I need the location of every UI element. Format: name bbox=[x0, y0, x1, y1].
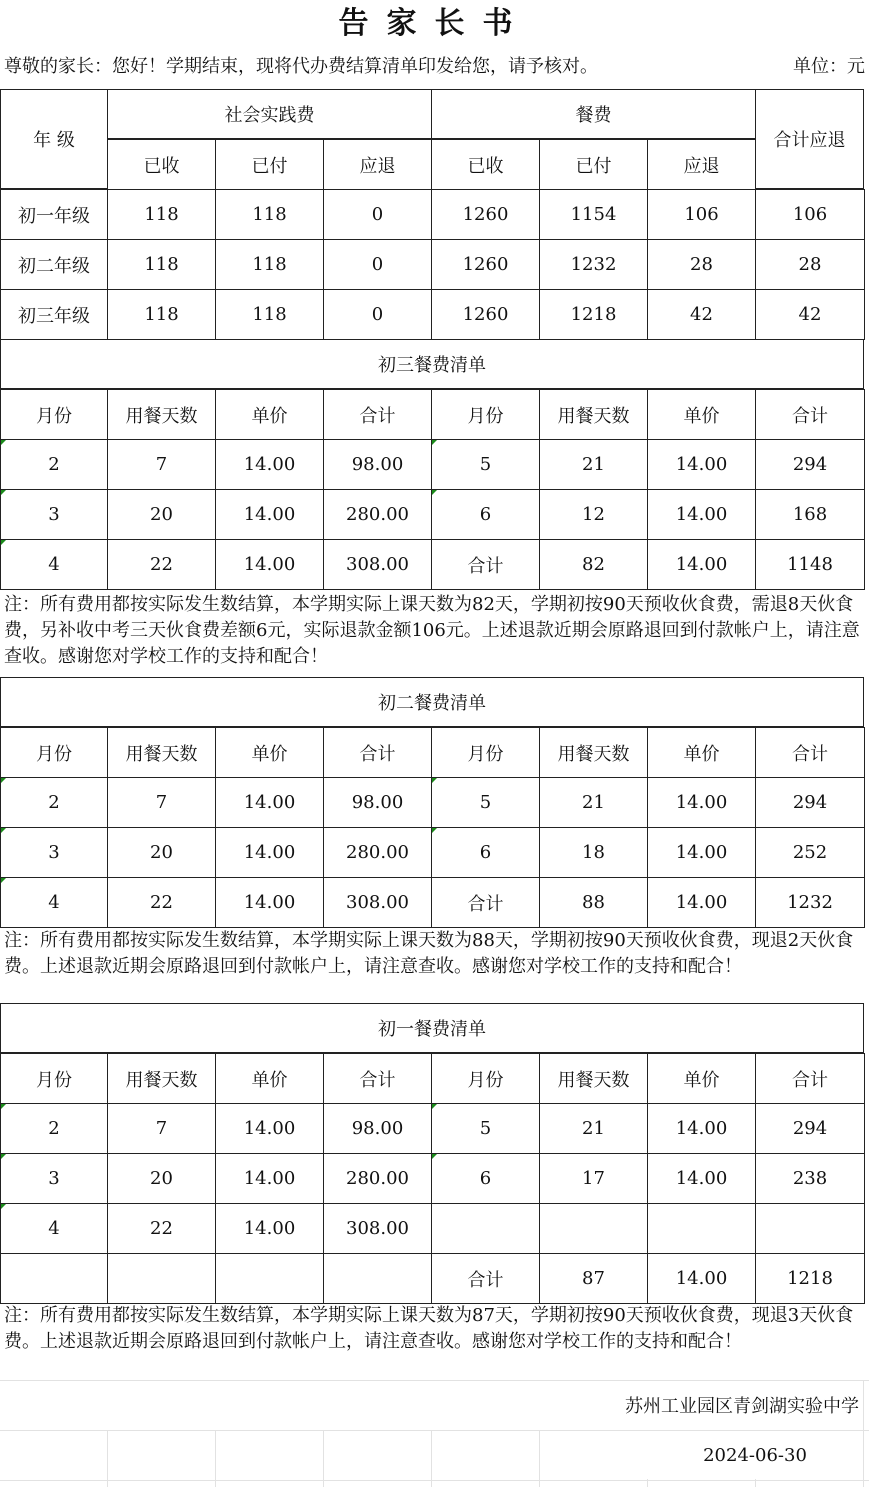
meal-table-cell: 294 bbox=[755, 439, 865, 490]
summary-value-cell: 1260 bbox=[431, 289, 540, 340]
cell-marker bbox=[1, 1104, 6, 1109]
meal-table-cell: 5 bbox=[431, 439, 540, 490]
meal-column-header: 单价 bbox=[647, 1053, 756, 1104]
summary-value-cell: 118 bbox=[215, 189, 324, 240]
notice-date: 2024-06-30 bbox=[647, 1431, 863, 1479]
meal-table-cell: 4 bbox=[0, 1203, 108, 1254]
summary-subheader: 已付 bbox=[539, 139, 648, 190]
grid-line bbox=[539, 1430, 540, 1487]
meal-column-header: 月份 bbox=[431, 727, 540, 778]
grade3-table-title: 初三餐费清单 bbox=[0, 339, 864, 389]
meal-table-cell: 合计 bbox=[431, 1253, 540, 1304]
grid-line bbox=[107, 1430, 108, 1487]
cell-marker bbox=[1, 540, 6, 545]
meal-table-cell: 22 bbox=[107, 877, 216, 928]
summary-value-cell: 1232 bbox=[539, 239, 648, 290]
meal-table-cell bbox=[647, 1203, 756, 1254]
meal-table-cell: 22 bbox=[107, 1203, 216, 1254]
cell-marker bbox=[1, 828, 6, 833]
meal-table-cell bbox=[107, 1253, 216, 1304]
summary-subheader: 应退 bbox=[647, 139, 756, 190]
summary-value-cell: 118 bbox=[107, 289, 216, 340]
meal-table-cell: 3 bbox=[0, 489, 108, 540]
summary-value-cell: 0 bbox=[323, 189, 432, 240]
meal-column-header: 月份 bbox=[0, 389, 108, 440]
cell-marker bbox=[432, 778, 437, 783]
meal-table-cell: 14.00 bbox=[215, 1103, 324, 1154]
meal-table-cell: 14.00 bbox=[647, 489, 756, 540]
meal-table-cell: 308.00 bbox=[323, 877, 432, 928]
meal-column-header: 月份 bbox=[431, 389, 540, 440]
cell-marker bbox=[1, 1204, 6, 1209]
grid-line bbox=[323, 1430, 324, 1487]
cell-marker bbox=[1, 778, 6, 783]
meal-table-cell: 1232 bbox=[755, 877, 865, 928]
meal-table-cell: 14.00 bbox=[215, 439, 324, 490]
meal-column-header: 用餐天数 bbox=[107, 727, 216, 778]
meal-table-cell: 1218 bbox=[755, 1253, 865, 1304]
grade1-note: 注：所有费用都按实际发生数结算，本学期实际上课天数为87天，学期初按90天预收伙食费，现退3天伙食费。上述退款近期会原路退回到付款帐户上，请注意查收。感谢您对学校工作的支持和配合！ bbox=[4, 1305, 854, 1352]
meal-column-header: 用餐天数 bbox=[107, 1053, 216, 1104]
meal-column-header: 单价 bbox=[215, 1053, 324, 1104]
meal-table-cell: 4 bbox=[0, 877, 108, 928]
school-name: 苏州工业园区青剑湖实验中学 bbox=[431, 1381, 863, 1429]
meal-table-cell: 14.00 bbox=[215, 777, 324, 828]
meal-table-cell: 82 bbox=[539, 539, 648, 590]
meal-table-cell: 20 bbox=[107, 489, 216, 540]
meal-table-cell bbox=[755, 1203, 865, 1254]
meal-column-header: 月份 bbox=[0, 727, 108, 778]
summary-value-cell: 106 bbox=[647, 189, 756, 240]
summary-value-cell: 28 bbox=[755, 239, 865, 290]
meal-table-cell: 7 bbox=[107, 439, 216, 490]
cell-marker bbox=[1, 878, 6, 883]
meal-table-cell: 168 bbox=[755, 489, 865, 540]
meal-table-cell: 294 bbox=[755, 1103, 865, 1154]
meal-table-cell: 22 bbox=[107, 539, 216, 590]
meal-table-cell: 14.00 bbox=[647, 1153, 756, 1204]
meal-table-cell: 14.00 bbox=[215, 489, 324, 540]
meal-column-header: 合计 bbox=[755, 727, 865, 778]
meal-table-cell: 合计 bbox=[431, 539, 540, 590]
unit-label: 单位：元 bbox=[793, 56, 865, 77]
meal-table-cell: 6 bbox=[431, 1153, 540, 1204]
meal-table-cell: 2 bbox=[0, 439, 108, 490]
meal-table-cell bbox=[323, 1253, 432, 1304]
meal-table-cell: 17 bbox=[539, 1153, 648, 1204]
meal-table-cell: 294 bbox=[755, 777, 865, 828]
cell-marker bbox=[432, 1154, 437, 1159]
practice-fee-header: 社会实践费 bbox=[107, 89, 432, 139]
meal-table-cell: 21 bbox=[539, 439, 648, 490]
meal-table-cell: 14.00 bbox=[647, 539, 756, 590]
summary-value-cell: 28 bbox=[647, 239, 756, 290]
summary-value-cell: 42 bbox=[755, 289, 865, 340]
cell-marker bbox=[432, 490, 437, 495]
grade2-note: 注：所有费用都按实际发生数结算，本学期实际上课天数为88天，学期初按90天预收伙食费，现退2天伙食费。上述退款近期会原路退回到付款帐户上，请注意查收。感谢您对学校工作的支持和配合！ bbox=[4, 930, 854, 977]
meal-column-header: 月份 bbox=[0, 1053, 108, 1104]
meal-column-header: 用餐天数 bbox=[539, 727, 648, 778]
meal-table-cell: 2 bbox=[0, 1103, 108, 1154]
meal-table-cell: 5 bbox=[431, 1103, 540, 1154]
meal-table-cell bbox=[431, 1203, 540, 1254]
grade3-note: 注：所有费用都按实际发生数结算，本学期实际上课天数为82天，学期初按90天预收伙食费，需退8天伙食费，另补收中考三天伙食费差额6元，实际退款金额106元。上述退款近期会原路退回到付款帐户上，请注意查收。感谢您对学校工作的支持和配合！ bbox=[4, 594, 860, 667]
cell-marker bbox=[1, 1154, 6, 1159]
meal-column-header: 用餐天数 bbox=[539, 389, 648, 440]
meal-column-header: 合计 bbox=[755, 1053, 865, 1104]
meal-table-cell: 14.00 bbox=[215, 827, 324, 878]
meal-table-cell: 252 bbox=[755, 827, 865, 878]
meal-table-cell: 14.00 bbox=[215, 877, 324, 928]
meal-column-header: 单价 bbox=[215, 389, 324, 440]
meal-table-cell: 14.00 bbox=[647, 777, 756, 828]
cell-marker bbox=[1, 440, 6, 445]
meal-table-cell: 14.00 bbox=[215, 1203, 324, 1254]
grid-line bbox=[215, 1430, 216, 1487]
grid-line bbox=[863, 1380, 864, 1487]
meal-column-header: 合计 bbox=[323, 727, 432, 778]
meal-table-cell: 6 bbox=[431, 827, 540, 878]
meal-table-cell: 21 bbox=[539, 1103, 648, 1154]
meal-table-cell: 2 bbox=[0, 777, 108, 828]
meal-table-cell: 12 bbox=[539, 489, 648, 540]
summary-value-cell: 1260 bbox=[431, 189, 540, 240]
meal-table-cell: 308.00 bbox=[323, 1203, 432, 1254]
meal-table-cell: 14.00 bbox=[647, 439, 756, 490]
summary-grade-cell: 初一年级 bbox=[0, 189, 108, 240]
summary-value-cell: 0 bbox=[323, 239, 432, 290]
meal-table-cell: 20 bbox=[107, 827, 216, 878]
cell-marker bbox=[1, 490, 6, 495]
meal-table-cell: 18 bbox=[539, 827, 648, 878]
summary-grade-cell: 初三年级 bbox=[0, 289, 108, 340]
cell-marker bbox=[432, 440, 437, 445]
meal-table-cell: 4 bbox=[0, 539, 108, 590]
summary-subheader: 已付 bbox=[215, 139, 324, 190]
summary-value-cell: 118 bbox=[215, 289, 324, 340]
summary-grade-cell: 初二年级 bbox=[0, 239, 108, 290]
summary-value-cell: 1260 bbox=[431, 239, 540, 290]
meal-table-cell: 3 bbox=[0, 827, 108, 878]
summary-value-cell: 1218 bbox=[539, 289, 648, 340]
meal-table-cell: 280.00 bbox=[323, 1153, 432, 1204]
meal-table-cell: 14.00 bbox=[647, 1103, 756, 1154]
meal-table-cell: 1148 bbox=[755, 539, 865, 590]
meal-table-cell: 7 bbox=[107, 777, 216, 828]
summary-subheader: 已收 bbox=[107, 139, 216, 190]
meal-table-cell: 98.00 bbox=[323, 777, 432, 828]
meal-table-cell: 14.00 bbox=[215, 539, 324, 590]
summary-subheader: 已收 bbox=[431, 139, 540, 190]
grid-line bbox=[0, 1480, 869, 1481]
summary-value-cell: 118 bbox=[107, 189, 216, 240]
meal-table-cell: 合计 bbox=[431, 877, 540, 928]
meal-table-cell: 280.00 bbox=[323, 489, 432, 540]
meal-fee-header: 餐费 bbox=[431, 89, 756, 139]
meal-table-cell: 14.00 bbox=[647, 1253, 756, 1304]
meal-column-header: 合计 bbox=[323, 389, 432, 440]
meal-column-header: 单价 bbox=[647, 389, 756, 440]
summary-value-cell: 42 bbox=[647, 289, 756, 340]
meal-table-cell: 280.00 bbox=[323, 827, 432, 878]
meal-table-cell: 20 bbox=[107, 1153, 216, 1204]
meal-table-cell bbox=[539, 1203, 648, 1254]
greeting-text: 尊敬的家长：您好！学期结束，现将代办费结算清单印发给您，请予核对。 bbox=[4, 56, 598, 77]
page-title: 告家长书 bbox=[338, 6, 531, 40]
grid-line bbox=[431, 1430, 432, 1487]
meal-table-cell bbox=[0, 1253, 108, 1304]
meal-table-cell bbox=[215, 1253, 324, 1304]
summary-value-cell: 1154 bbox=[539, 189, 648, 240]
meal-column-header: 合计 bbox=[323, 1053, 432, 1104]
meal-table-cell: 21 bbox=[539, 777, 648, 828]
grade-header: 年 级 bbox=[0, 89, 108, 189]
meal-table-cell: 238 bbox=[755, 1153, 865, 1204]
meal-table-cell: 87 bbox=[539, 1253, 648, 1304]
meal-table-cell: 5 bbox=[431, 777, 540, 828]
meal-table-cell: 98.00 bbox=[323, 439, 432, 490]
cell-marker bbox=[432, 828, 437, 833]
summary-subheader: 应退 bbox=[323, 139, 432, 190]
summary-value-cell: 118 bbox=[107, 239, 216, 290]
meal-table-cell: 3 bbox=[0, 1153, 108, 1204]
cell-marker bbox=[432, 1104, 437, 1109]
summary-value-cell: 106 bbox=[755, 189, 865, 240]
meal-table-cell: 308.00 bbox=[323, 539, 432, 590]
meal-column-header: 单价 bbox=[647, 727, 756, 778]
meal-table-cell: 98.00 bbox=[323, 1103, 432, 1154]
summary-value-cell: 118 bbox=[215, 239, 324, 290]
meal-table-cell: 6 bbox=[431, 489, 540, 540]
meal-column-header: 用餐天数 bbox=[539, 1053, 648, 1104]
grade1-table-title: 初一餐费清单 bbox=[0, 1003, 864, 1053]
meal-column-header: 月份 bbox=[431, 1053, 540, 1104]
meal-table-cell: 14.00 bbox=[647, 877, 756, 928]
meal-table-cell: 88 bbox=[539, 877, 648, 928]
meal-table-cell: 14.00 bbox=[647, 827, 756, 878]
meal-column-header: 合计 bbox=[755, 389, 865, 440]
meal-table-cell: 14.00 bbox=[215, 1153, 324, 1204]
summary-value-cell: 0 bbox=[323, 289, 432, 340]
total-refund-header: 合计应退 bbox=[755, 89, 864, 189]
meal-column-header: 单价 bbox=[215, 727, 324, 778]
meal-table-cell: 7 bbox=[107, 1103, 216, 1154]
meal-column-header: 用餐天数 bbox=[107, 389, 216, 440]
grade2-table-title: 初二餐费清单 bbox=[0, 677, 864, 727]
